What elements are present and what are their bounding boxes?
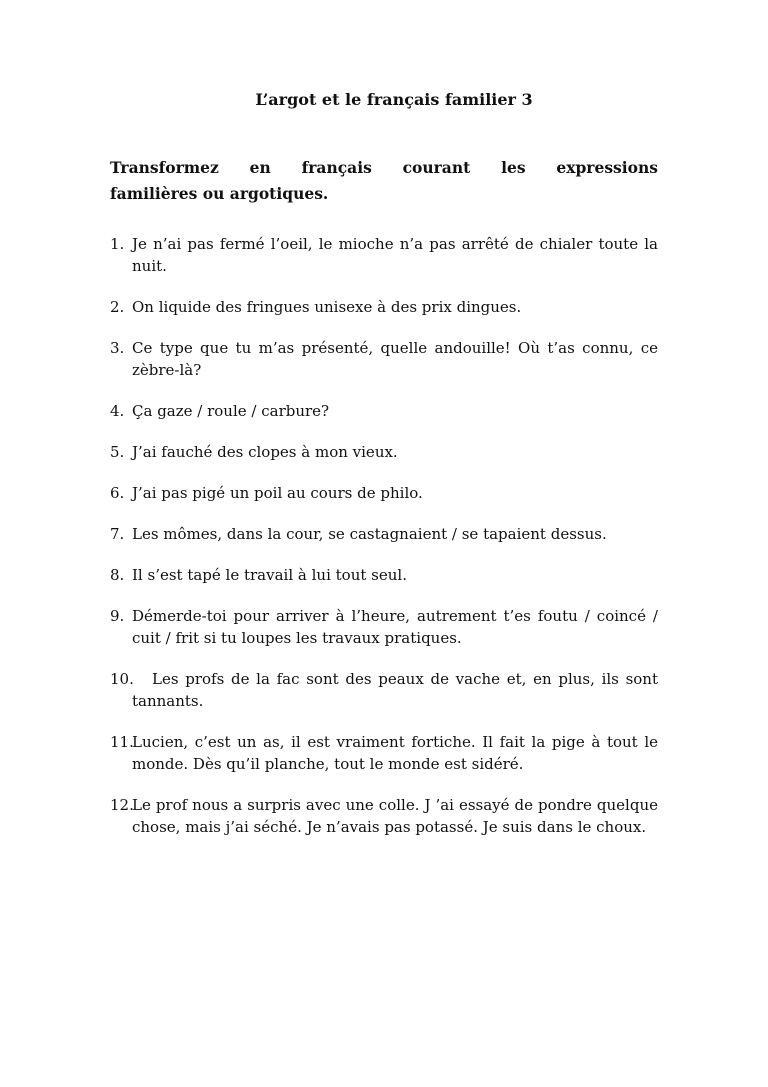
item-number: 2.: [110, 298, 125, 316]
item-number: 12.: [110, 796, 134, 814]
item-text: Les mômes, dans la cour, se castagnaient / se tapaient dessus.: [132, 525, 607, 543]
item-text: Ça gaze / roule / carbure?: [132, 402, 330, 420]
item-text: Lucien, c’est un as, il est vraiment fortiche. Il fait la pige à tout le monde. Dès qu’il planche, tout le monde est sidéré.: [132, 733, 658, 773]
item-text: J’ai pas pigé un poil au cours de philo.: [132, 484, 423, 502]
item-number: 11.: [110, 733, 134, 751]
item-text: Je n’ai pas fermé l’oeil, le mioche n’a pas arrêté de chialer toute la nuit.: [132, 235, 658, 275]
item-text: Ce type que tu m’as présenté, quelle andouille! Où t’as connu, ce zèbre-là?: [132, 339, 658, 379]
item-number: 7.: [110, 525, 125, 543]
item-number: 6.: [110, 484, 125, 502]
exercise-list: [110, 233, 658, 857]
item-number: 1.: [110, 235, 125, 253]
list-item: [110, 523, 658, 545]
item-text: Démerde-toi pour arriver à l’heure, autrement t’es foutu / coincé / cuit / frit si tu loupes les travaux pratiques.: [132, 607, 658, 647]
instructions-line-2: familières ou argotiques.: [110, 184, 329, 203]
list-item: [110, 233, 658, 277]
item-number: 9.: [110, 607, 125, 625]
list-item: [110, 441, 658, 463]
list-item: [110, 605, 658, 649]
list-item: [110, 400, 658, 422]
list-item: [110, 337, 658, 381]
instructions-line-1: Transformez en français courant les expressions: [110, 158, 658, 177]
item-text: Les profs de la fac sont des peaux de vache et, en plus, ils sont tannants.: [132, 670, 658, 710]
item-number: 3.: [110, 339, 125, 357]
item-number: 10.: [110, 670, 134, 688]
list-item: [110, 668, 658, 712]
item-number: 5.: [110, 443, 125, 461]
list-item: [110, 482, 658, 504]
item-number: 4.: [110, 402, 125, 420]
instructions: [110, 155, 658, 207]
item-text: On liquide des fringues unisexe à des prix dingues.: [132, 298, 522, 316]
item-text: Il s’est tapé le travail à lui tout seul.: [132, 566, 407, 584]
list-item: [110, 296, 658, 318]
item-text: Le prof nous a surpris avec une colle. J ’ai essayé de pondre quelque chose, mais j’ai séché. Je n’avais pas potassé. Je suis dans le choux.: [132, 796, 658, 836]
list-item: [110, 731, 658, 775]
item-number: 8.: [110, 566, 125, 584]
item-text: J’ai fauché des clopes à mon vieux.: [132, 443, 398, 461]
list-item: [110, 794, 658, 838]
list-item: [110, 564, 658, 586]
page-title: L’argot et le français familier 3: [255, 90, 533, 109]
